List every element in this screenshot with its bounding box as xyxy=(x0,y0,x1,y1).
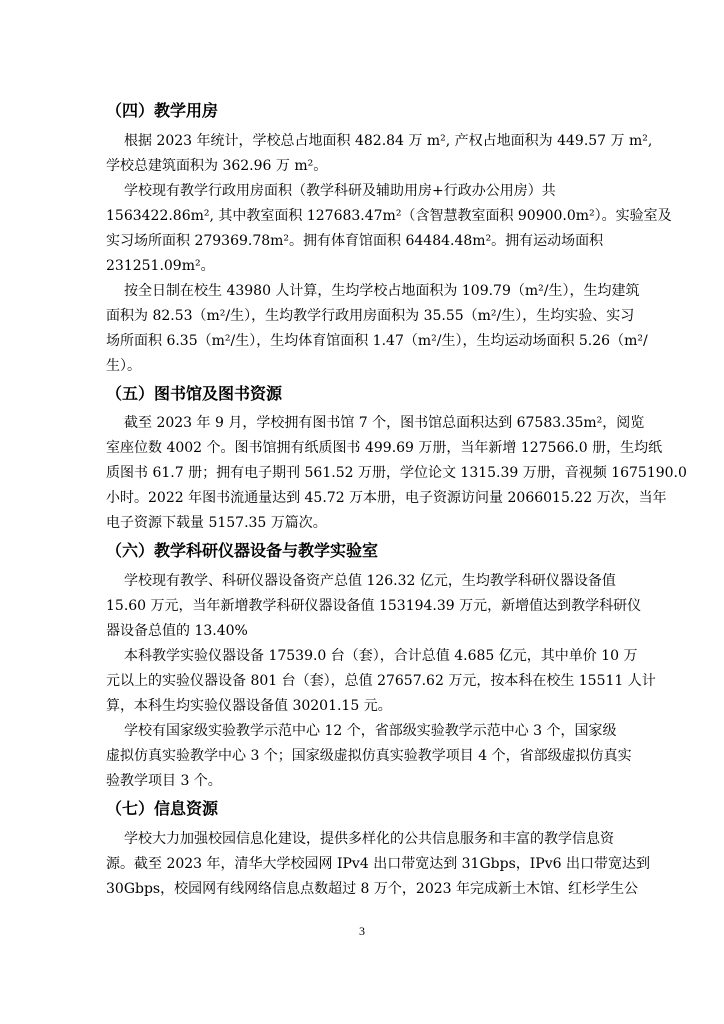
text-line: 学校有国家级实验教学示范中心 12 个，省部级实验教学示范中心 3 个，国家级 xyxy=(124,723,617,739)
text-line: 质图书 61.7 册；拥有电子期刊 561.52 万册，学位论文 1315.39 万册，音视频 1675190.0 xyxy=(106,465,687,481)
text-line: 截至 2023 年 9 月，学校拥有图书馆 7 个，图书馆总面积达到 67583.35m²，阅览 xyxy=(124,415,645,431)
text-line: 按全日制在校生 43980 人计算，生均学校占地面积为 109.79（m²/生），生均建筑 xyxy=(124,283,640,299)
text-line: 本科教学实验仪器设备 17539.0 台（套），合计总值 4.685 亿元，其中单价 10 万 xyxy=(124,648,638,664)
text-line: 小时。2022 年图书流通量达到 45.72 万本册，电子资源访问量 2066015.22 万次，当年 xyxy=(106,490,667,506)
text-line: 231251.09m²。 xyxy=(106,258,215,274)
text-line: 实习场所面积 279369.78m²。拥有体育馆面积 64484.48m²。拥有运动场面积 xyxy=(106,233,604,249)
text-line: 生）。 xyxy=(106,358,141,374)
text-line: 虚拟仿真实验教学中心 3 个；国家级虚拟仿真实验教学项目 4 个，省部级虚拟仿真实 xyxy=(106,748,632,764)
page-number: 3 xyxy=(359,924,365,938)
text-line: 学校现有教学行政用房面积（教学科研及辅助用房+行政办公用房）共 xyxy=(124,183,556,199)
text-line: 室座位数 4002 个。图书馆拥有纸质图书 499.69 万册，当年新增 127566.0 册，生均纸 xyxy=(106,440,663,456)
text-line: 学校总建筑面积为 362.96 万 m²。 xyxy=(106,158,328,174)
section-heading: （五）图书馆及图书资源 xyxy=(106,384,283,403)
section-heading: （六）教学科研仪器设备与教学实验室 xyxy=(106,541,379,560)
text-line: 源。截至 2023 年，清华大学校园网 IPv4 出口带宽达到 31Gbps，IPv6 出口带宽达到 xyxy=(106,856,650,872)
text-line: 根据 2023 年统计，学校总占地面积 482.84 万 m², 产权占地面积为 449.57 万 m², xyxy=(124,133,653,149)
text-line: 1563422.86m², 其中教室面积 127683.47m²（含智慧教室面积 90900.0m²）。实验室及 xyxy=(106,208,672,224)
section-heading: （七）信息资源 xyxy=(106,799,219,818)
text-line: 15.60 万元，当年新增教学科研仪器设备值 153194.39 万元，新增值达到教学科研仪 xyxy=(106,598,642,614)
text-line: 验教学项目 3 个。 xyxy=(106,773,222,789)
text-line: 30Gbps，校园网有线网络信息点数超过 8 万个，2023 年完成新土木馆、红杉学生公 xyxy=(106,881,638,897)
text-line: 元以上的实验仪器设备 801 台（套），总值 27657.62 万元，按本科在校生 15511 人计 xyxy=(106,673,656,689)
text-line: 场所面积 6.35（m²/生），生均体育馆面积 1.47（m²/生），生均运动场面积 5.26（m²/ xyxy=(106,333,648,349)
text-line: 面积为 82.53（m²/生），生均教学行政用房面积为 35.55（m²/生），生均实验、实习 xyxy=(106,308,635,324)
text-line: 器设备总值的 13.40% xyxy=(106,623,248,639)
text-line: 电子资源下载量 5157.35 万篇次。 xyxy=(106,515,327,531)
text-line: 算，本科生均实验仪器设备值 30201.15 元。 xyxy=(106,698,392,714)
text-line: 学校现有教学、科研仪器设备资产总值 126.32 亿元，生均教学科研仪器设备值 xyxy=(124,573,616,589)
section-heading: （四）教学用房 xyxy=(106,101,219,120)
text-line: 学校大力加强校园信息化建设，提供多样化的公共信息服务和丰富的教学信息资 xyxy=(124,831,614,847)
